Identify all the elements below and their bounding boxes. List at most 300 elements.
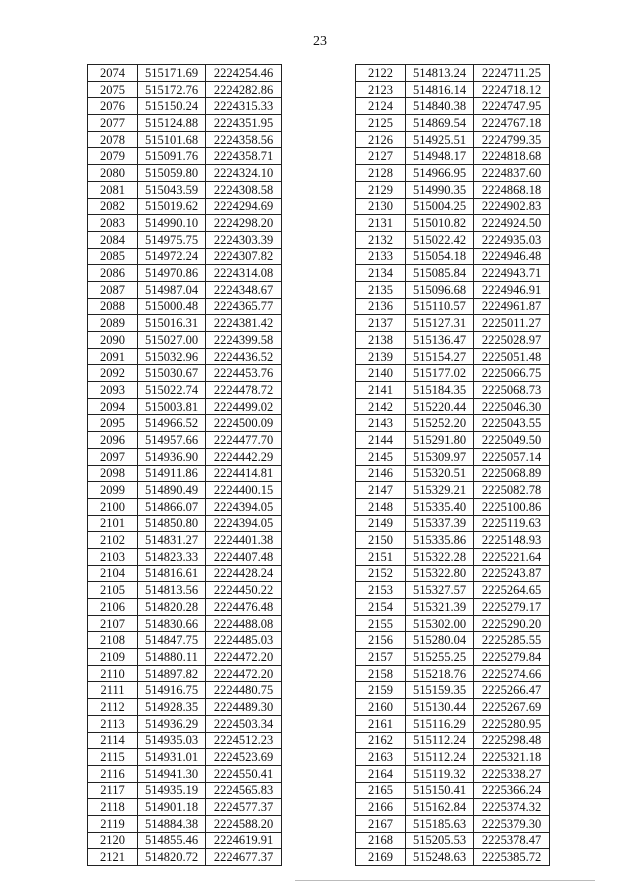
x-coordinate-cell: 515127.31 — [406, 315, 474, 332]
point-number-cell: 2088 — [88, 298, 138, 315]
point-number-cell: 2075 — [88, 81, 138, 98]
table-row — [356, 281, 550, 298]
y-coordinate-cell: 2225100.86 — [474, 498, 550, 515]
point-number-cell: 2106 — [88, 599, 138, 616]
point-number-cell: 2153 — [356, 582, 406, 599]
table-row — [356, 699, 550, 716]
table-row — [356, 432, 550, 449]
y-coordinate-cell: 2225082.78 — [474, 482, 550, 499]
x-coordinate-cell: 514820.28 — [138, 599, 206, 616]
point-number-cell: 2098 — [88, 465, 138, 482]
table-row — [356, 599, 550, 616]
point-number-cell: 2112 — [88, 699, 138, 716]
x-coordinate-cell: 515016.31 — [138, 315, 206, 332]
page-number: 23 — [313, 34, 327, 49]
footer-divider — [295, 880, 595, 881]
x-coordinate-cell: 515255.25 — [406, 649, 474, 666]
y-coordinate-cell: 2224747.95 — [474, 98, 550, 115]
x-coordinate-cell: 515101.68 — [138, 131, 206, 148]
table-row — [356, 732, 550, 749]
point-number-cell: 2165 — [356, 782, 406, 799]
x-coordinate-cell: 514970.86 — [138, 265, 206, 282]
table-row — [88, 849, 282, 866]
x-coordinate-cell: 515019.62 — [138, 198, 206, 215]
table-row — [88, 365, 282, 382]
x-coordinate-cell: 515110.57 — [406, 298, 474, 315]
point-number-cell: 2081 — [88, 181, 138, 198]
y-coordinate-cell: 2224414.81 — [206, 465, 282, 482]
y-coordinate-cell: 2224588.20 — [206, 815, 282, 832]
y-coordinate-cell: 2224442.29 — [206, 448, 282, 465]
y-coordinate-cell: 2224453.76 — [206, 365, 282, 382]
table-row — [88, 532, 282, 549]
point-number-cell: 2157 — [356, 649, 406, 666]
coordinates-table-left — [87, 64, 282, 866]
point-number-cell: 2079 — [88, 148, 138, 165]
x-coordinate-cell: 514884.38 — [138, 815, 206, 832]
point-number-cell: 2102 — [88, 532, 138, 549]
y-coordinate-cell: 2224489.30 — [206, 699, 282, 716]
x-coordinate-cell: 515124.88 — [138, 115, 206, 132]
point-number-cell: 2117 — [88, 782, 138, 799]
table-row — [356, 231, 550, 248]
y-coordinate-cell: 2225279.84 — [474, 649, 550, 666]
table-row — [88, 231, 282, 248]
table-row — [88, 649, 282, 666]
point-number-cell: 2103 — [88, 548, 138, 565]
y-coordinate-cell: 2225374.32 — [474, 799, 550, 816]
point-number-cell: 2131 — [356, 215, 406, 232]
point-number-cell: 2136 — [356, 298, 406, 315]
point-number-cell: 2089 — [88, 315, 138, 332]
y-coordinate-cell: 2225264.65 — [474, 582, 550, 599]
table-row — [88, 382, 282, 399]
point-number-cell: 2120 — [88, 832, 138, 849]
table-row — [356, 465, 550, 482]
point-number-cell: 2159 — [356, 682, 406, 699]
y-coordinate-cell: 2224307.82 — [206, 248, 282, 265]
table-row — [88, 415, 282, 432]
table-row — [356, 799, 550, 816]
y-coordinate-cell: 2225221.64 — [474, 548, 550, 565]
x-coordinate-cell: 514840.38 — [406, 98, 474, 115]
table-row — [356, 298, 550, 315]
table-row — [88, 465, 282, 482]
y-coordinate-cell: 2225274.66 — [474, 665, 550, 682]
table-row — [356, 315, 550, 332]
table-row — [356, 131, 550, 148]
table-row — [356, 832, 550, 849]
point-number-cell: 2160 — [356, 699, 406, 716]
y-coordinate-cell: 2224394.05 — [206, 498, 282, 515]
x-coordinate-cell: 514823.33 — [138, 548, 206, 565]
x-coordinate-cell: 515322.28 — [406, 548, 474, 565]
x-coordinate-cell: 515112.24 — [406, 749, 474, 766]
x-coordinate-cell: 515150.24 — [138, 98, 206, 115]
table-row — [88, 699, 282, 716]
x-coordinate-cell: 514830.66 — [138, 615, 206, 632]
y-coordinate-cell: 2225068.73 — [474, 382, 550, 399]
coordinates-table-right — [355, 64, 550, 866]
point-number-cell: 2138 — [356, 332, 406, 349]
point-number-cell: 2115 — [88, 749, 138, 766]
y-coordinate-cell: 2224472.20 — [206, 665, 282, 682]
x-coordinate-cell: 514935.03 — [138, 732, 206, 749]
point-number-cell: 2137 — [356, 315, 406, 332]
point-number-cell: 2126 — [356, 131, 406, 148]
point-number-cell: 2166 — [356, 799, 406, 816]
table-row — [356, 715, 550, 732]
x-coordinate-cell: 514931.01 — [138, 749, 206, 766]
x-coordinate-cell: 515335.86 — [406, 532, 474, 549]
table-row — [356, 532, 550, 549]
y-coordinate-cell: 2224943.71 — [474, 265, 550, 282]
point-number-cell: 2096 — [88, 432, 138, 449]
table-row — [88, 498, 282, 515]
table-row — [356, 749, 550, 766]
x-coordinate-cell: 514820.72 — [138, 849, 206, 866]
x-coordinate-cell: 515116.29 — [406, 715, 474, 732]
y-coordinate-cell: 2224619.91 — [206, 832, 282, 849]
x-coordinate-cell: 514847.75 — [138, 632, 206, 649]
point-number-cell: 2076 — [88, 98, 138, 115]
point-number-cell: 2087 — [88, 281, 138, 298]
point-number-cell: 2121 — [88, 849, 138, 866]
point-number-cell: 2168 — [356, 832, 406, 849]
table-row — [88, 115, 282, 132]
point-number-cell: 2143 — [356, 415, 406, 432]
y-coordinate-cell: 2225011.27 — [474, 315, 550, 332]
point-number-cell: 2151 — [356, 548, 406, 565]
y-coordinate-cell: 2224365.77 — [206, 298, 282, 315]
x-coordinate-cell: 515091.76 — [138, 148, 206, 165]
y-coordinate-cell: 2225385.72 — [474, 849, 550, 866]
point-number-cell: 2110 — [88, 665, 138, 682]
table-row — [88, 682, 282, 699]
x-coordinate-cell: 515000.48 — [138, 298, 206, 315]
y-coordinate-cell: 2225049.50 — [474, 432, 550, 449]
x-coordinate-cell: 514890.49 — [138, 482, 206, 499]
y-coordinate-cell: 2225068.89 — [474, 465, 550, 482]
point-number-cell: 2133 — [356, 248, 406, 265]
table-row — [88, 165, 282, 182]
x-coordinate-cell: 515205.53 — [406, 832, 474, 849]
y-coordinate-cell: 2224324.10 — [206, 165, 282, 182]
table-row — [88, 248, 282, 265]
y-coordinate-cell: 2224381.42 — [206, 315, 282, 332]
x-coordinate-cell: 514972.24 — [138, 248, 206, 265]
table-row — [88, 615, 282, 632]
x-coordinate-cell: 514990.35 — [406, 181, 474, 198]
point-number-cell: 2124 — [356, 98, 406, 115]
table-row — [88, 732, 282, 749]
table-row — [88, 548, 282, 565]
table-row — [88, 799, 282, 816]
y-coordinate-cell: 2224394.05 — [206, 515, 282, 532]
point-number-cell: 2107 — [88, 615, 138, 632]
table-row — [88, 448, 282, 465]
point-number-cell: 2084 — [88, 231, 138, 248]
point-number-cell: 2082 — [88, 198, 138, 215]
point-number-cell: 2134 — [356, 265, 406, 282]
y-coordinate-cell: 2224477.70 — [206, 432, 282, 449]
y-coordinate-cell: 2225321.18 — [474, 749, 550, 766]
point-number-cell: 2141 — [356, 382, 406, 399]
y-coordinate-cell: 2225057.14 — [474, 448, 550, 465]
point-number-cell: 2148 — [356, 498, 406, 515]
y-coordinate-cell: 2224837.60 — [474, 165, 550, 182]
x-coordinate-cell: 514975.75 — [138, 231, 206, 248]
x-coordinate-cell: 514987.04 — [138, 281, 206, 298]
table-row — [88, 315, 282, 332]
x-coordinate-cell: 514966.52 — [138, 415, 206, 432]
table-row — [356, 348, 550, 365]
table-row — [88, 515, 282, 532]
x-coordinate-cell: 515030.67 — [138, 365, 206, 382]
x-coordinate-cell: 515322.80 — [406, 565, 474, 582]
x-coordinate-cell: 514897.82 — [138, 665, 206, 682]
x-coordinate-cell: 514816.14 — [406, 81, 474, 98]
x-coordinate-cell: 515159.35 — [406, 682, 474, 699]
table-row — [88, 482, 282, 499]
y-coordinate-cell: 2224488.08 — [206, 615, 282, 632]
x-coordinate-cell: 514901.18 — [138, 799, 206, 816]
x-coordinate-cell: 515162.84 — [406, 799, 474, 816]
y-coordinate-cell: 2224348.67 — [206, 281, 282, 298]
table-row — [356, 665, 550, 682]
x-coordinate-cell: 514916.75 — [138, 682, 206, 699]
point-number-cell: 2144 — [356, 432, 406, 449]
y-coordinate-cell: 2225338.27 — [474, 765, 550, 782]
point-number-cell: 2125 — [356, 115, 406, 132]
table-row — [356, 198, 550, 215]
x-coordinate-cell: 514990.10 — [138, 215, 206, 232]
y-coordinate-cell: 2224472.20 — [206, 649, 282, 666]
table-row — [356, 582, 550, 599]
x-coordinate-cell: 515302.00 — [406, 615, 474, 632]
point-number-cell: 2085 — [88, 248, 138, 265]
point-number-cell: 2169 — [356, 849, 406, 866]
table-row — [356, 815, 550, 832]
point-number-cell: 2162 — [356, 732, 406, 749]
y-coordinate-cell: 2224902.83 — [474, 198, 550, 215]
point-number-cell: 2150 — [356, 532, 406, 549]
y-coordinate-cell: 2225066.75 — [474, 365, 550, 382]
y-coordinate-cell: 2224503.34 — [206, 715, 282, 732]
x-coordinate-cell: 515220.44 — [406, 398, 474, 415]
x-coordinate-cell: 514855.46 — [138, 832, 206, 849]
x-coordinate-cell: 515022.42 — [406, 231, 474, 248]
y-coordinate-cell: 2225028.97 — [474, 332, 550, 349]
y-coordinate-cell: 2224480.75 — [206, 682, 282, 699]
table-row — [356, 548, 550, 565]
y-coordinate-cell: 2225046.30 — [474, 398, 550, 415]
point-number-cell: 2167 — [356, 815, 406, 832]
x-coordinate-cell: 514816.61 — [138, 565, 206, 582]
table-row — [356, 98, 550, 115]
point-number-cell: 2146 — [356, 465, 406, 482]
x-coordinate-cell: 515096.68 — [406, 281, 474, 298]
table-row — [356, 332, 550, 349]
x-coordinate-cell: 515172.76 — [138, 81, 206, 98]
table-row — [356, 649, 550, 666]
y-coordinate-cell: 2225043.55 — [474, 415, 550, 432]
x-coordinate-cell: 514966.95 — [406, 165, 474, 182]
y-coordinate-cell: 2224512.23 — [206, 732, 282, 749]
y-coordinate-cell: 2224485.03 — [206, 632, 282, 649]
y-coordinate-cell: 2224254.46 — [206, 65, 282, 82]
x-coordinate-cell: 515177.02 — [406, 365, 474, 382]
table-row — [356, 365, 550, 382]
x-coordinate-cell: 515003.81 — [138, 398, 206, 415]
y-coordinate-cell: 2225285.55 — [474, 632, 550, 649]
table-row — [356, 682, 550, 699]
y-coordinate-cell: 2224294.69 — [206, 198, 282, 215]
x-coordinate-cell: 515320.51 — [406, 465, 474, 482]
table-row — [356, 615, 550, 632]
table-row — [88, 332, 282, 349]
y-coordinate-cell: 2224358.56 — [206, 131, 282, 148]
x-coordinate-cell: 515185.63 — [406, 815, 474, 832]
table-row — [356, 165, 550, 182]
point-number-cell: 2139 — [356, 348, 406, 365]
x-coordinate-cell: 514880.11 — [138, 649, 206, 666]
x-coordinate-cell: 514850.80 — [138, 515, 206, 532]
table-row — [356, 782, 550, 799]
y-coordinate-cell: 2224476.48 — [206, 599, 282, 616]
table-row — [88, 265, 282, 282]
table-row — [88, 632, 282, 649]
table-row — [88, 65, 282, 82]
table-row — [88, 281, 282, 298]
table-row — [88, 665, 282, 682]
table-row — [356, 849, 550, 866]
x-coordinate-cell: 515130.44 — [406, 699, 474, 716]
y-coordinate-cell: 2224308.58 — [206, 181, 282, 198]
x-coordinate-cell: 515327.57 — [406, 582, 474, 599]
point-number-cell: 2149 — [356, 515, 406, 532]
x-coordinate-cell: 514935.19 — [138, 782, 206, 799]
x-coordinate-cell: 515291.80 — [406, 432, 474, 449]
point-number-cell: 2132 — [356, 231, 406, 248]
table-row — [356, 398, 550, 415]
y-coordinate-cell: 2225119.63 — [474, 515, 550, 532]
table-row — [88, 832, 282, 849]
y-coordinate-cell: 2224924.50 — [474, 215, 550, 232]
point-number-cell: 2101 — [88, 515, 138, 532]
table-row — [356, 448, 550, 465]
point-number-cell: 2109 — [88, 649, 138, 666]
table-row — [356, 565, 550, 582]
y-coordinate-cell: 2224314.08 — [206, 265, 282, 282]
x-coordinate-cell: 515309.97 — [406, 448, 474, 465]
y-coordinate-cell: 2225298.48 — [474, 732, 550, 749]
table-row — [356, 115, 550, 132]
x-coordinate-cell: 515010.82 — [406, 215, 474, 232]
y-coordinate-cell: 2225290.20 — [474, 615, 550, 632]
point-number-cell: 2114 — [88, 732, 138, 749]
x-coordinate-cell: 515171.69 — [138, 65, 206, 82]
table-row — [88, 181, 282, 198]
y-coordinate-cell: 2224436.52 — [206, 348, 282, 365]
table-row — [88, 131, 282, 148]
point-number-cell: 2090 — [88, 332, 138, 349]
table-row — [356, 382, 550, 399]
point-number-cell: 2095 — [88, 415, 138, 432]
point-number-cell: 2118 — [88, 799, 138, 816]
y-coordinate-cell: 2224282.86 — [206, 81, 282, 98]
table-row — [356, 148, 550, 165]
table-row — [356, 65, 550, 82]
y-coordinate-cell: 2224946.48 — [474, 248, 550, 265]
y-coordinate-cell: 2224428.24 — [206, 565, 282, 582]
point-number-cell: 2108 — [88, 632, 138, 649]
point-number-cell: 2152 — [356, 565, 406, 582]
x-coordinate-cell: 515252.20 — [406, 415, 474, 432]
x-coordinate-cell: 515043.59 — [138, 181, 206, 198]
x-coordinate-cell: 514936.90 — [138, 448, 206, 465]
table-row — [356, 248, 550, 265]
x-coordinate-cell: 515184.35 — [406, 382, 474, 399]
x-coordinate-cell: 515136.47 — [406, 332, 474, 349]
table-row — [88, 582, 282, 599]
point-number-cell: 2163 — [356, 749, 406, 766]
x-coordinate-cell: 515337.39 — [406, 515, 474, 532]
point-number-cell: 2097 — [88, 448, 138, 465]
table-row — [88, 565, 282, 582]
point-number-cell: 2122 — [356, 65, 406, 82]
point-number-cell: 2119 — [88, 815, 138, 832]
y-coordinate-cell: 2224358.71 — [206, 148, 282, 165]
point-number-cell: 2113 — [88, 715, 138, 732]
point-number-cell: 2155 — [356, 615, 406, 632]
point-number-cell: 2077 — [88, 115, 138, 132]
table-row — [88, 198, 282, 215]
point-number-cell: 2140 — [356, 365, 406, 382]
x-coordinate-cell: 515004.25 — [406, 198, 474, 215]
x-coordinate-cell: 514831.27 — [138, 532, 206, 549]
x-coordinate-cell: 515059.80 — [138, 165, 206, 182]
y-coordinate-cell: 2224718.12 — [474, 81, 550, 98]
point-number-cell: 2127 — [356, 148, 406, 165]
table-row — [88, 765, 282, 782]
table-row — [356, 415, 550, 432]
y-coordinate-cell: 2224351.95 — [206, 115, 282, 132]
x-coordinate-cell: 514866.07 — [138, 498, 206, 515]
y-coordinate-cell: 2224961.87 — [474, 298, 550, 315]
table-row — [356, 181, 550, 198]
table-row — [88, 749, 282, 766]
table-row — [356, 765, 550, 782]
y-coordinate-cell: 2224868.18 — [474, 181, 550, 198]
x-coordinate-cell: 515054.18 — [406, 248, 474, 265]
y-coordinate-cell: 2224550.41 — [206, 765, 282, 782]
point-number-cell: 2105 — [88, 582, 138, 599]
x-coordinate-cell: 515154.27 — [406, 348, 474, 365]
point-number-cell: 2147 — [356, 482, 406, 499]
x-coordinate-cell: 515150.41 — [406, 782, 474, 799]
y-coordinate-cell: 2224400.15 — [206, 482, 282, 499]
y-coordinate-cell: 2224450.22 — [206, 582, 282, 599]
x-coordinate-cell: 515335.40 — [406, 498, 474, 515]
point-number-cell: 2129 — [356, 181, 406, 198]
table-row — [356, 515, 550, 532]
x-coordinate-cell: 515027.00 — [138, 332, 206, 349]
point-number-cell: 2100 — [88, 498, 138, 515]
x-coordinate-cell: 514813.56 — [138, 582, 206, 599]
y-coordinate-cell: 2225243.87 — [474, 565, 550, 582]
x-coordinate-cell: 515112.24 — [406, 732, 474, 749]
